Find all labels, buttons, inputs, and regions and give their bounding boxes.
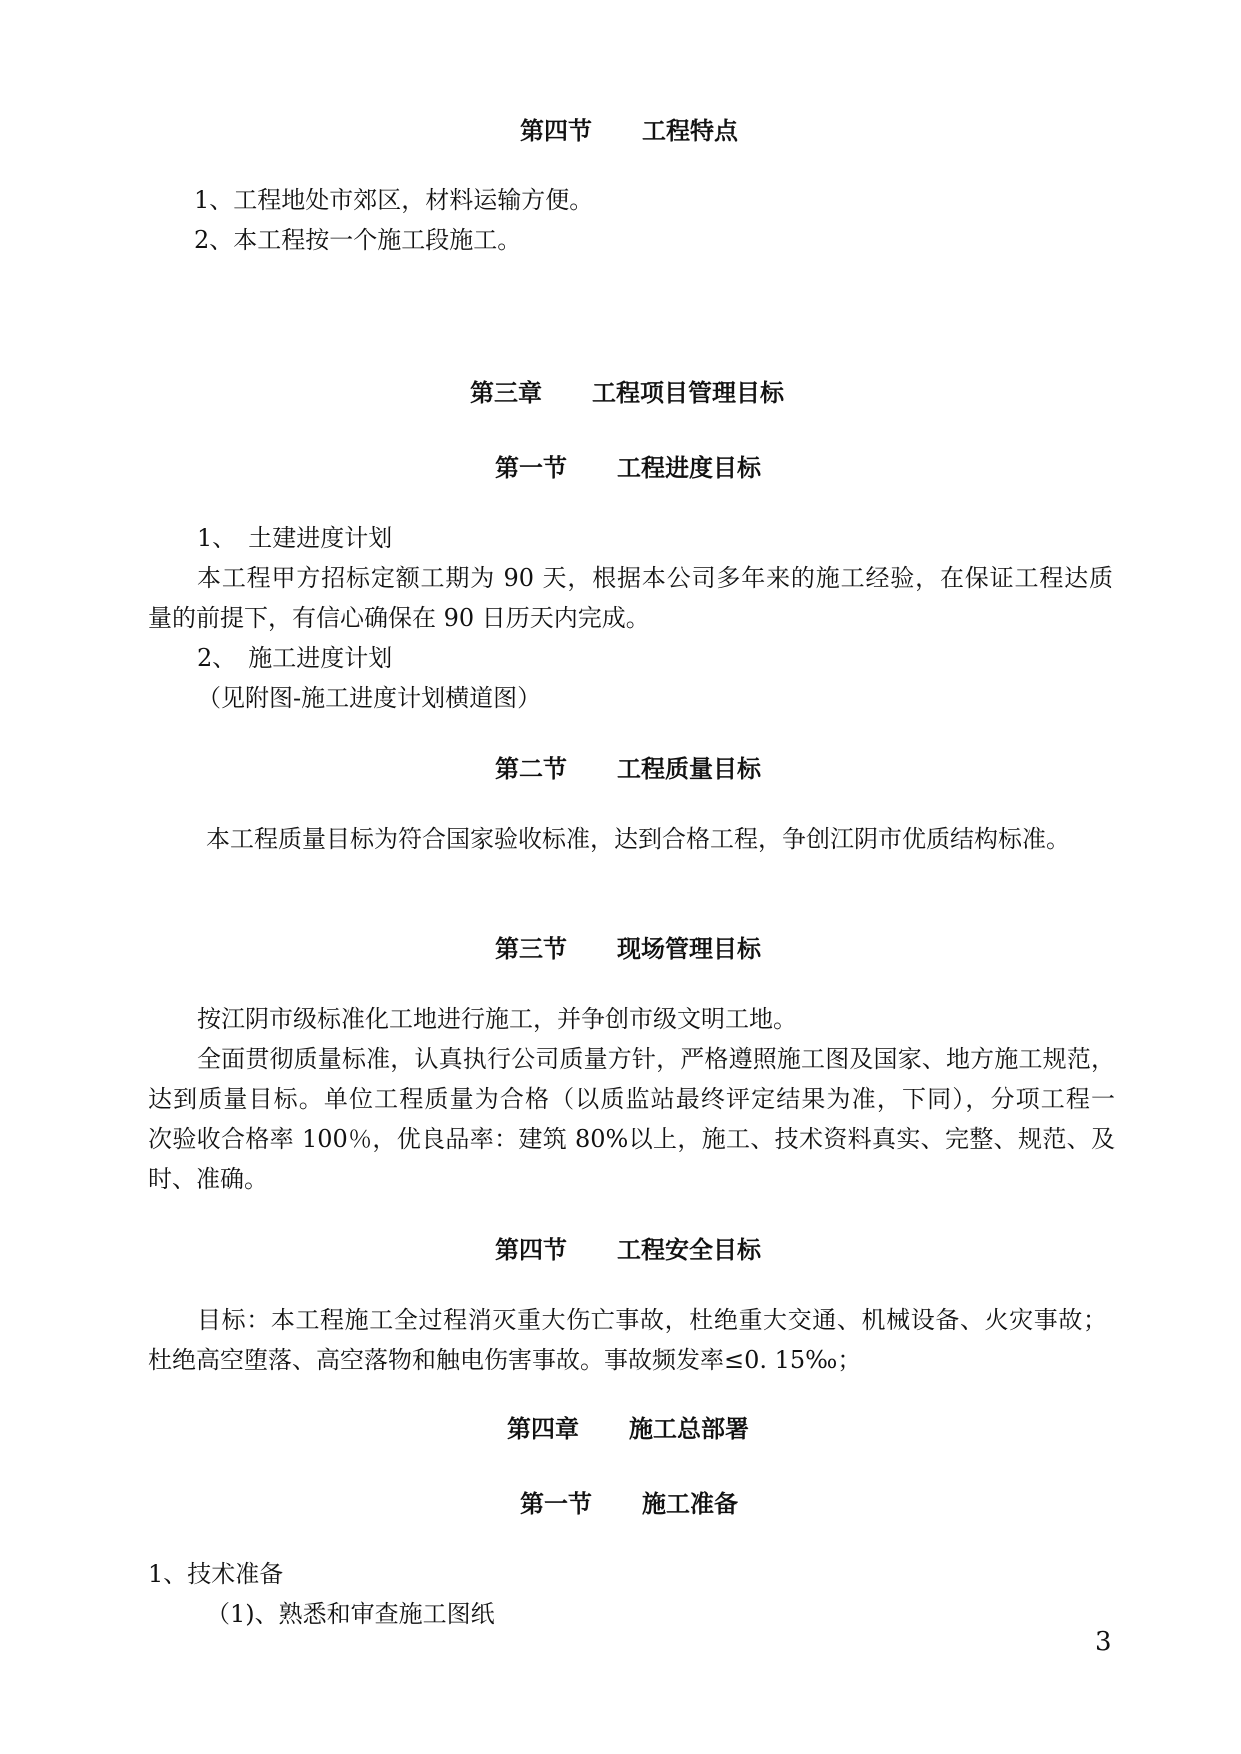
section-label: 第一节 bbox=[495, 454, 567, 482]
section-label: 第四节 bbox=[495, 1236, 567, 1264]
progress-item-1: 1、 土建进度计划 bbox=[197, 524, 393, 552]
site-paragraph-2-line-4: 时、准确。 bbox=[148, 1165, 268, 1193]
section-label: 第四节 bbox=[520, 117, 592, 145]
section-heading-progress bbox=[495, 451, 761, 485]
section-title: 工程安全目标 bbox=[617, 1236, 761, 1264]
chapter-heading-3 bbox=[470, 376, 784, 410]
page-number: 3 bbox=[1095, 1627, 1112, 1657]
site-paragraph-2-line-2: 达到质量目标。单位工程质量为合格（以质监站最终评定结果为准，下同），分项工程一 bbox=[148, 1085, 1115, 1113]
section-title: 工程进度目标 bbox=[617, 454, 761, 482]
site-paragraph-2-line-3: 次验收合格率 100％，优良品率：建筑 80%以上，施工、技术资料真实、完整、规范、及 bbox=[148, 1125, 1115, 1153]
chapter-label: 第三章 bbox=[470, 379, 542, 407]
progress-item-2: 2、 施工进度计划 bbox=[197, 644, 393, 672]
feature-item-2: 2、本工程按一个施工段施工。 bbox=[194, 226, 522, 254]
section-title: 施工准备 bbox=[642, 1490, 738, 1518]
chapter-title: 工程项目管理目标 bbox=[592, 379, 784, 407]
progress-note: （见附图-施工进度计划横道图） bbox=[197, 684, 542, 712]
section-title: 现场管理目标 bbox=[617, 935, 761, 963]
section-label: 第一节 bbox=[520, 1490, 592, 1518]
section-heading-site bbox=[495, 932, 761, 966]
chapter-label: 第四章 bbox=[507, 1415, 579, 1443]
preparation-subitem-1: （1)、熟悉和审查施工图纸 bbox=[206, 1600, 495, 1628]
progress-paragraph-line-1: 本工程甲方招标定额工期为 90 天，根据本公司多年来的施工经验，在保证工程达质 bbox=[197, 564, 1113, 592]
site-paragraph-1: 按江阴市级标准化工地进行施工，并争创市级文明工地。 bbox=[197, 1005, 797, 1033]
section-heading-quality bbox=[495, 752, 761, 786]
safety-paragraph-line-1: 目标：本工程施工全过程消灭重大伤亡事故，杜绝重大交通、机械设备、火灾事故； bbox=[197, 1306, 1107, 1334]
safety-paragraph-line-2: 杜绝高空堕落、高空落物和触电伤害事故。事故频发率≤0. 15‰； bbox=[148, 1346, 862, 1374]
progress-paragraph-line-2: 量的前提下，有信心确保在 90 日历天内完成。 bbox=[148, 604, 650, 632]
chapter-title: 施工总部署 bbox=[629, 1415, 749, 1443]
chapter-heading-4 bbox=[507, 1412, 749, 1446]
quality-paragraph: 本工程质量目标为符合国家验收标准，达到合格工程，争创江阴市优质结构标准。 bbox=[206, 825, 1070, 853]
section-title: 工程质量目标 bbox=[617, 755, 761, 783]
section-title: 工程特点 bbox=[642, 117, 738, 145]
section-label: 第三节 bbox=[495, 935, 567, 963]
section-heading-features bbox=[520, 114, 738, 148]
site-paragraph-2-line-1: 全面贯彻质量标准，认真执行公司质量方针，严格遵照施工图及国家、地方施工规范， bbox=[197, 1045, 1115, 1073]
section-label: 第二节 bbox=[495, 755, 567, 783]
feature-item-1: 1、工程地处市郊区，材料运输方便。 bbox=[194, 186, 594, 214]
section-heading-safety bbox=[495, 1233, 761, 1267]
preparation-item-1: 1、技术准备 bbox=[148, 1560, 284, 1588]
section-heading-preparation bbox=[520, 1487, 738, 1521]
